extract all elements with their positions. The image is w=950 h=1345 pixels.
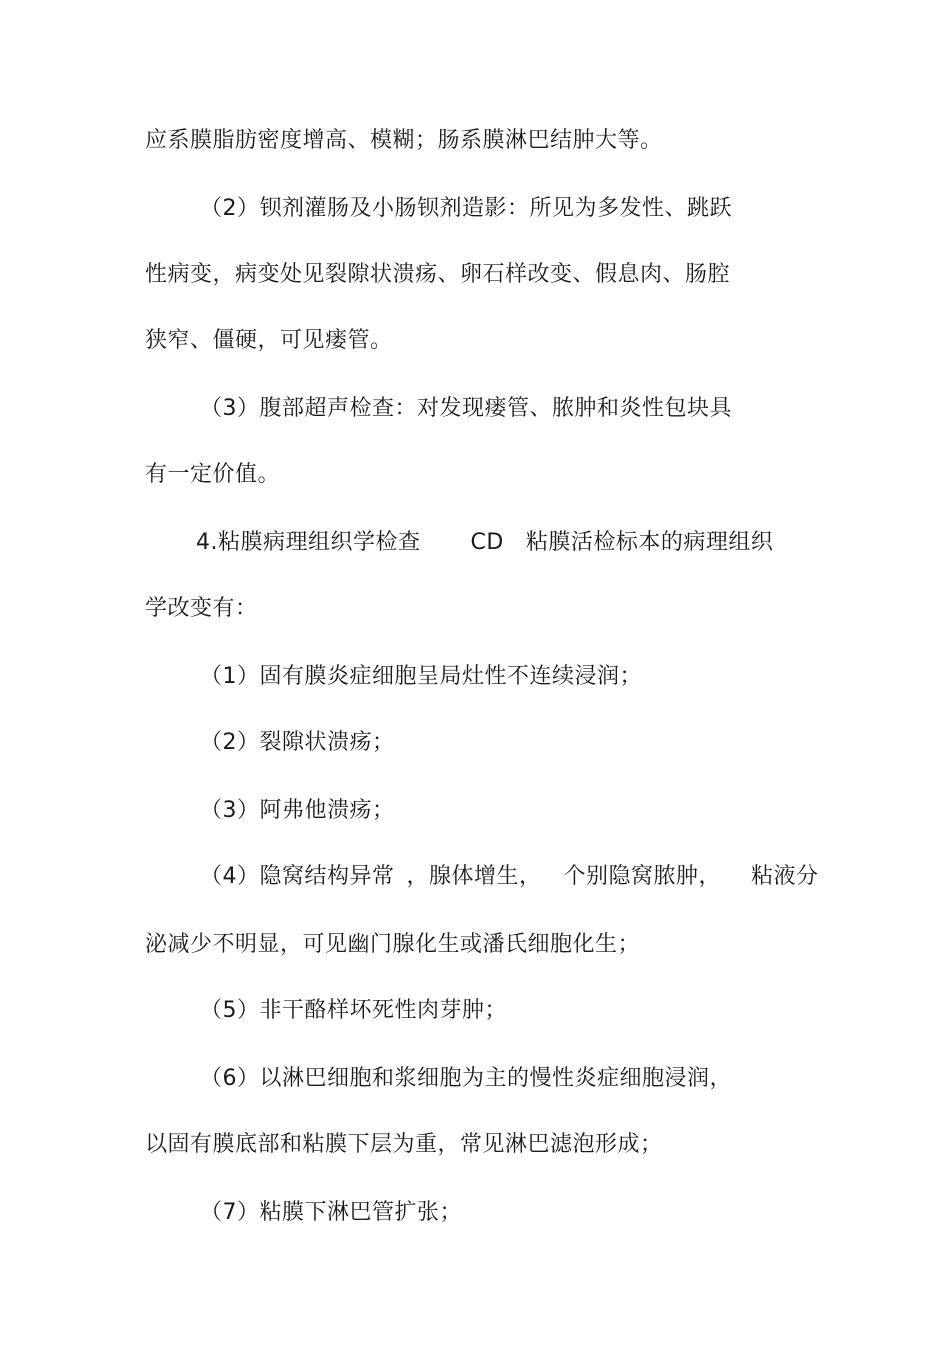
list-item-4 [200, 862, 819, 892]
line-text: （1）固有膜炎症细胞呈局灶性不连续浸润； [200, 664, 642, 689]
text-line [145, 460, 280, 490]
line-text: ，腺体增生， [406, 864, 542, 889]
line-text: 泌减少不明显，可见幽门腺化生或潘氏细胞化生； [145, 932, 641, 957]
list-item-2 [200, 728, 395, 758]
text-line [145, 930, 640, 960]
section-heading-4 [196, 528, 773, 558]
text-line [145, 126, 663, 156]
line-text: （5）非干酪样坏死性肉芽肿； [200, 998, 507, 1023]
list-item-3 [200, 796, 395, 826]
cd-label: CD [470, 530, 504, 555]
list-item-5 [200, 996, 507, 1026]
text-line [145, 1130, 663, 1160]
line-text: （2）钡剂灌肠及小肠钡剂造影：所见为多发性、跳跃 [200, 196, 732, 221]
line-text: 性病变，病变处见裂隙状溃疡、卵石样改变、假息肉、肠腔 [145, 262, 731, 287]
line-text: （4）隐窝结构异常 [200, 864, 395, 889]
line-text: 个别隐窝脓肿， [563, 864, 722, 889]
line-text: 以固有膜底部和粘膜下层为重，常见淋巴滤泡形成； [145, 1132, 663, 1157]
heading-text-cont: 粘膜活检标本的病理组织 [525, 530, 774, 555]
line-text: （6）以淋巴细胞和浆细胞为主的慢性炎症细胞浸润， [200, 1066, 732, 1091]
paragraph-item-2 [200, 194, 732, 224]
line-text: （7）粘膜下淋巴管扩张； [200, 1200, 462, 1225]
line-text: 粘液分 [751, 864, 819, 889]
line-text: （2）裂隙状溃疡； [200, 730, 395, 755]
list-item-6 [200, 1064, 732, 1094]
line-text: 狭窄、僵硬，可见瘘管。 [145, 328, 393, 353]
line-text: 学改变有： [145, 596, 258, 621]
line-text: 应系膜脂肪密度增高、模糊；肠系膜淋巴结肿大等。 [145, 128, 663, 153]
line-text: （3）腹部超声检查：对发现瘘管、脓肿和炎性包块具 [200, 396, 732, 421]
list-item-1 [200, 662, 642, 692]
line-text: 有一定价值。 [145, 462, 281, 487]
text-line [145, 594, 258, 624]
paragraph-item-3 [200, 394, 732, 424]
heading-text: 4.粘膜病理组织学检查 [196, 530, 421, 555]
line-text: （3）阿弗他溃疡； [200, 798, 395, 823]
text-line [145, 326, 393, 356]
text-line [145, 260, 730, 290]
list-item-7 [200, 1198, 462, 1228]
